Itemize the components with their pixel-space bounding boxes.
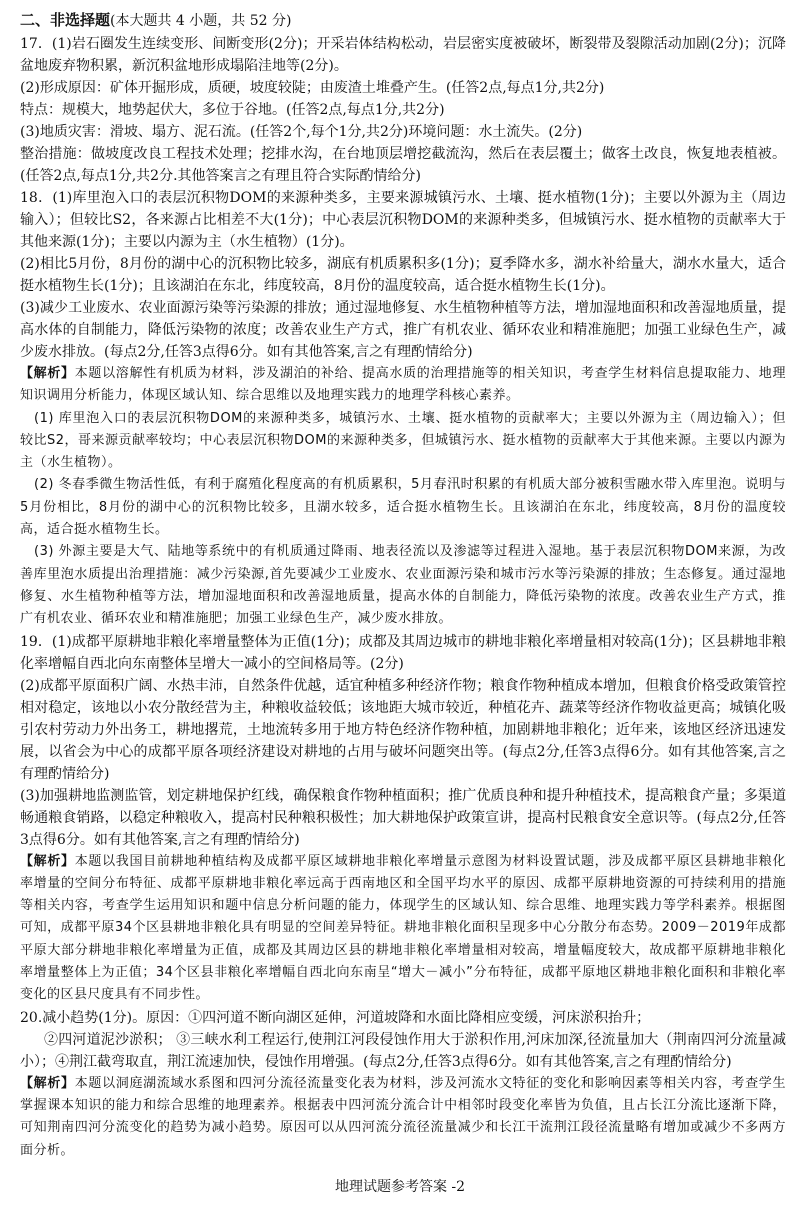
paragraph-text: (2)成都平原面积广阔、水热丰沛，自然条件优越，适宜种植多种经济作物；粮食作物种植成本增加，但粮食价格受政策管控相对稳定，该地以小农分散经营为主，种粮收益较低；该地距大城市较近，种植花卉、蔬菜等经济作物收益更高；城镇化吸引农村劳动力外出务工，耕地撂荒，土地流转多用于地方特色经济作物种植，加剧耕地非粮化；近年来，该地区经济迅速发展，以省会为中心的成都平原各项经济建设对耕地的占用与破坏问题突出等。(每点2分,任答3点得6分。如有其他答案,言之有理酌情给分) — [20, 677, 786, 782]
section-title: 二、非选择题 — [20, 11, 111, 29]
analysis-paragraph — [20, 408, 786, 475]
page-footer: 地理试题参考答案 -2 — [334, 1179, 466, 1195]
analysis-tag: 【解析】 — [20, 853, 75, 869]
answer-paragraph — [20, 33, 786, 77]
answer-content — [20, 33, 786, 1162]
paragraph-text: (1) 库里泡入口的表层沉积物DOM的来源种类多，城镇污水、土壤、挺水植物的贡献率大；主要以外源为主（周边输入）；但较比S2，哥来源贡献率较均；中心表层沉积物DOM的来源种类多，但城镇污水、挺水植物的贡献率大于其他来源。主要以内源为主（水生植物）。 — [20, 410, 786, 471]
paragraph-text: (3)加强耕地监测监管，划定耕地保护红线，确保粮食作物种植面积；推广优质良种和提升种植技术，提高粮食产量；多渠道畅通粮食销路，以稳定种粮收入，提高村民种粮积极性；加大耕地保护政策宣讲，提高村民粮食安全意识等。(每点2分,任答3点得6分。如有其他答案,言之有理酌情给分) — [20, 787, 786, 848]
answer-paragraph — [20, 297, 786, 363]
paragraph-text: 本题以洞庭湖流域水系图和四河分流径流量变化表为材料，涉及河流水文特征的变化和影响因素等相关内容，考查学生掌握课本知识的能力和综合思维的地理素养。根据表中四河流分流合计中相邻时段变化率皆为负值，且占长江分流比逐渐下降，可知荆南四河分流变化的趋势为减小趋势。原因可以从四河流分流径流量减少和长江干流荆江段径流量略有增加或减少不多两方面分析。 — [20, 1075, 786, 1158]
answer-paragraph — [20, 143, 786, 187]
paragraph-text: 20.减小趋势(1分)。原因：①四河道不断向湖区延伸，河道坡降和水面比降相应变缓，河床淤积抬升； — [20, 1009, 651, 1026]
analysis-paragraph — [20, 363, 786, 408]
paragraph-text: (3) 外源主要是大气、陆地等系统中的有机质通过降雨、地表径流以及渗滤等过程进入湿地。基于表层沉积物DOM来源，为改善库里泡水质提出治理措施：减少污染源,首先要减少工业废水、农业面源污染和城市污水等污染源的排放；生态修复。通过湿地修复、水生植物种植等方法，增加湿地面积和改善湿地质量，提高水体的自制能力，降低污染物的浓度。改善农业生产方式，推广有机农业、循环农业和精准施肥；加强工业绿色生产，减少废水排放。 — [20, 544, 786, 627]
paragraph-text: (2) 冬春季微生物活性低，有利于腐殖化程度高的有机质累积，5月春汛时积累的有机质大部分被积雪融水带入库里泡。说明与5月份相比，8月份的湖中心的沉积物比较多，且湖水较多，适合挺水植物生长。且该湖泊在东北，纬度较高，8月份的温度较高，适合挺水植物生长。 — [20, 477, 786, 538]
analysis-paragraph — [20, 851, 786, 1007]
analysis-paragraph — [20, 541, 786, 630]
paragraph-text: (3)减少工业废水、农业面源污染等污染源的排放；通过湿地修复、水生植物种植等方法，增加湿地面积和改善湿地质量，提高水体的自制能力，降低污染物的浓度；改善农业生产方式，推广有机农业、循环农业和精准施肥；加强工业绿色生产，减少废水排放。(每点2分,任答3点得6分。如有其他答案,言之有理酌情给分) — [20, 300, 786, 360]
paragraph-text: 特点：规模大，地势起伏大，多位于谷地。(任答2点,每点1分,共2分) — [20, 102, 445, 118]
answer-paragraph — [20, 121, 786, 143]
analysis-paragraph — [20, 1073, 786, 1162]
paragraph-text: ②四河道泥沙淤积； ③三峡水利工程运行,使荆江河段侵蚀作用大于淤积作用,河床加深,径流量加大（荆南四河分流量减小）；④荆江截弯取直，荆江流速加快，侵蚀作用增强。(每点2分,任答3点得6分。如有其他答案,言之有理酌情给分) — [20, 1031, 786, 1070]
paragraph-text: 本题以我国目前耕地种植结构及成都平原区域耕地非粮化率增量示意图为材料设置试题，涉及成都平原区县耕地非粮化率增量的空间分布特征、成都平原耕地非粮化率远高于西南地区和全国平均水平的原因、成都平原耕地资源的可持续利用的措施等相关内容，考查学生运用知识和题中信息分析问题的能力，体现学生的区域认知、综合思维、地理实践力等学科素养。根据图可知，成都平原34个区县耕地非粮化具有明显的空间差异特征。耕地非粮化面积呈现多中心分散分布态势。2009－2019年成都平原大部分耕地非粮化率增量为正值，成都及其周边区县的耕地非粮化率增量相对较高，增量幅度较大，故成都平原耕地非粮化率增量整体上为正值；34个区县非粮化率增幅自西北向东南呈“增大－减小”分布特征，成都平原地区耕地非粮化面积和非粮化率变化的区县尺度具有不同步性。 — [20, 853, 786, 1003]
answer-paragraph — [20, 1007, 786, 1029]
analysis-paragraph — [20, 474, 786, 541]
analysis-tag: 【解析】 — [20, 1075, 75, 1091]
paragraph-text: 本题以溶解性有机质为材料，涉及湖泊的补给、提高水质的治理措施等的相关知识，考查学生材料信息提取能力、地理知识调用分析能力，体现区域认知、综合思维以及地理实践力的地理学科核心素养。 — [20, 366, 786, 404]
paragraph-text: 17．(1)岩石圈发生连续变形、间断变形(2分)；开采岩体结构松动，岩层密实度被破坏，断裂带及裂隙活动加剧(2分)；沉降盆地废弃物积累，新沉积盆地形成塌陷洼地等(2分)。 — [20, 36, 786, 74]
answer-paragraph — [20, 187, 786, 253]
answer-paragraph — [20, 675, 786, 785]
answer-paragraph — [20, 785, 786, 851]
paragraph-text: (2)相比5月份，8月份的湖中心的沉积物比较多，湖底有机质累积多(1分)；夏季降水多，湖水补给量大，湖水水量大，适合挺水植物生长(1分)；且该湖泊在东北，纬度较高，8月份的温度较高，适合挺水植物生长(1分)。 — [20, 256, 786, 294]
paragraph-text: 整治措施：做坡度改良工程技术处理；挖排水沟，在台地顶层增挖截流沟，然后在表层覆土；做客土改良，恢复地表植被。(任答2点,每点1分,共2分.其他答案言之有理且符合实际酌情给分) — [20, 146, 786, 184]
analysis-tag: 【解析】 — [20, 366, 75, 381]
paragraph-text: 19．(1)成都平原耕地非粮化率增量整体为正值(1分)；成都及其周边城市的耕地非粮化率增量相对较高(1分)；区县耕地非粮化率增幅自西北向东南整体呈增大一减小的空间格局等。(2分) — [20, 633, 786, 672]
answer-paragraph — [20, 99, 786, 121]
answer-paragraph — [20, 77, 786, 99]
paragraph-text: 18．(1)库里泡入口的表层沉积物DOM的来源种类多，主要来源城镇污水、土壤、挺水植物(1分)；主要以外源为主（周边输入）；但较比S2，各来源占比相差不大(1分)；中心表层沉积物DOM的来源种类多，但城镇污水、挺水植物的贡献率大于其他来源(1分)；主要以内源为主（水生植物）(1分)。 — [20, 190, 786, 250]
paragraph-text: (3)地质灾害：滑坡、塌方、泥石流。(任答2个,每个1分,共2分)环境问题：水土流失。(2分) — [20, 124, 583, 140]
answer-paragraph — [20, 1029, 786, 1073]
section-heading — [20, 8, 786, 33]
paragraph-text: (2)形成原因：矿体开掘形成，质硬，坡度较陡；由废渣土堆叠产生。(任答2点,每点1分,共2分) — [20, 80, 605, 96]
answer-paragraph — [20, 631, 786, 675]
section-subtitle: (本大题共 4 小题，共 52 分) — [110, 13, 292, 29]
answer-paragraph — [20, 253, 786, 297]
